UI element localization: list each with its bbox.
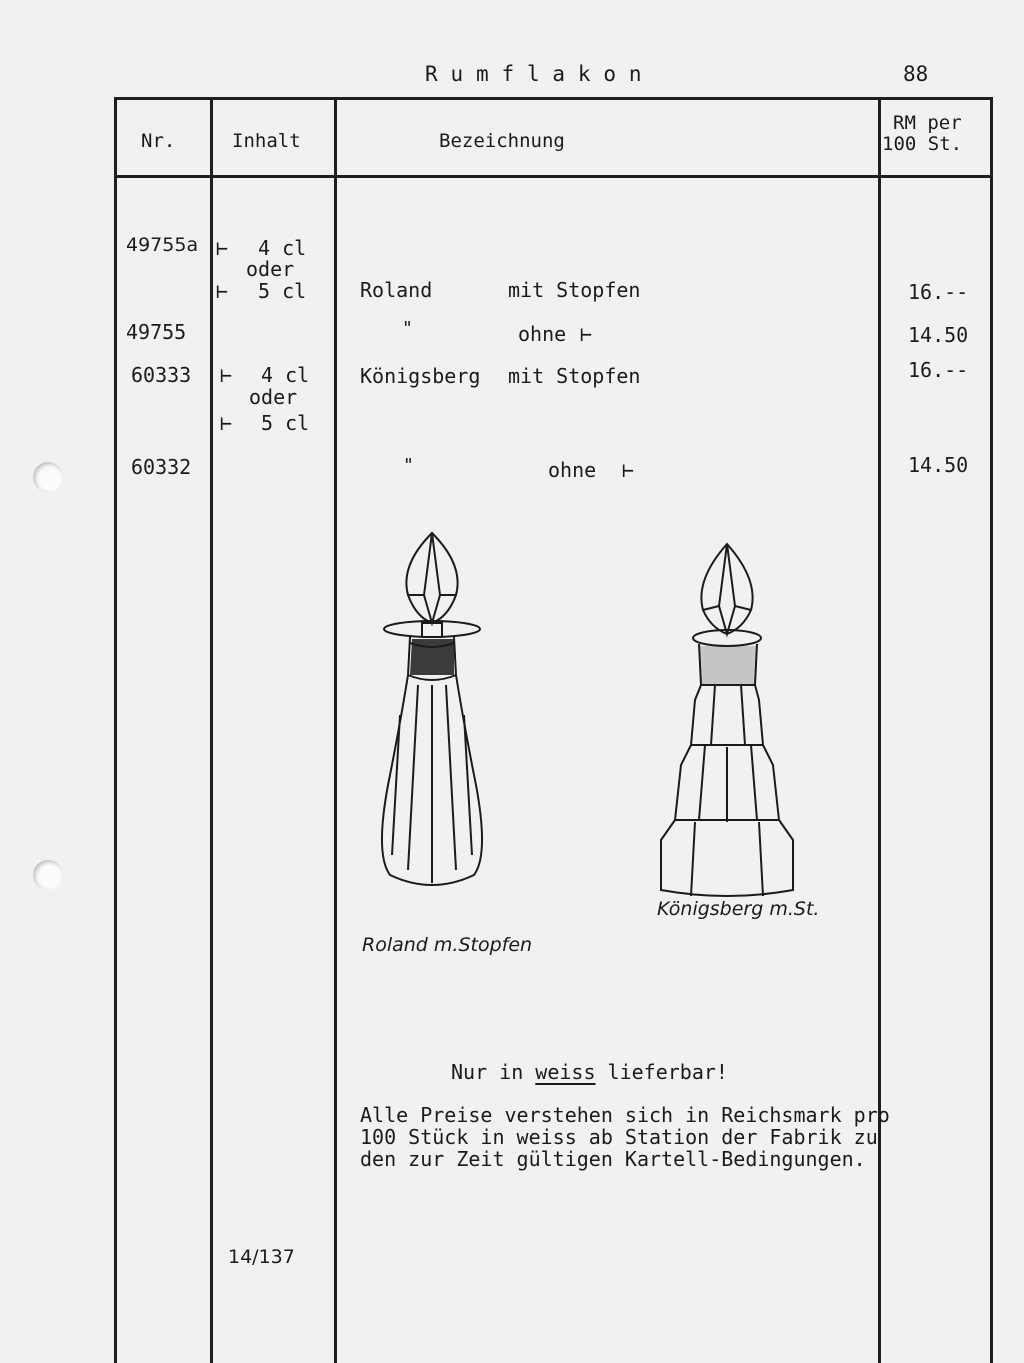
column-rule-nr — [210, 97, 213, 1363]
table-row-3-name: Königsberg — [360, 364, 481, 388]
column-rule-bezeichnung — [878, 97, 881, 1363]
table-row-3-desc: mit Stopfen — [508, 364, 641, 388]
header-bottom-rule — [114, 175, 992, 178]
table-row-1-nr: 49755a — [126, 234, 199, 256]
availability-prefix: Nur in — [451, 1060, 536, 1084]
header-price-line2: 100 St. — [882, 133, 963, 155]
table-row-1-desc: mit Stopfen — [508, 278, 641, 302]
table-row-2-price: 14.50 — [908, 323, 969, 347]
page-title: R u m f l a k o n — [425, 62, 642, 86]
punch-hole-bottom — [33, 860, 63, 890]
terms-line-3: den zur Zeit gültigen Kartell-Bedingungen. — [360, 1147, 866, 1171]
table-row-3-inhalt-1: 4 cl — [261, 363, 310, 387]
footer-reference: 14/137 — [228, 1246, 295, 1268]
table-row-2-nr: 49755 — [126, 320, 187, 344]
table-row-4-price: 14.50 — [908, 453, 969, 477]
table-row-4-dash: ⊢ — [622, 458, 635, 482]
table-row-1-name: Roland — [360, 278, 433, 302]
table-row-1-price: 16.-- — [908, 280, 969, 304]
terms-line-2: 100 Stück in weiss ab Station der Fabrik zu — [360, 1125, 878, 1149]
table-row-4-desc: ohne — [548, 458, 597, 482]
table-row-1-dash-1: ⊢ — [216, 236, 229, 260]
table-row-4-ditto: " — [403, 455, 414, 476]
table-row-3-nr: 60333 — [131, 363, 192, 387]
terms-line-1: Alle Preise verstehen sich in Reichsmark pro — [360, 1103, 890, 1127]
roland-flask-illustration — [370, 525, 520, 895]
table-row-1-inhalt-2: 5 cl — [258, 279, 307, 303]
table-row-3-inhalt-or: oder — [249, 385, 298, 409]
table-row-2-dash: ⊢ — [580, 322, 593, 346]
table-top-rule — [114, 97, 992, 100]
table-row-3-inhalt-2: 5 cl — [261, 411, 310, 435]
header-price-line1: RM per — [893, 112, 962, 134]
header-bezeichnung: Bezeichnung — [439, 130, 565, 152]
table-row-1-inhalt-1: 4 cl — [258, 236, 307, 260]
table-row-1-inhalt-or: oder — [246, 257, 295, 281]
column-rule-inhalt — [334, 97, 337, 1363]
availability-note — [451, 1060, 728, 1084]
table-row-3-dash-2: ⊢ — [220, 411, 233, 435]
table-row-4-nr: 60332 — [131, 455, 192, 479]
header-inhalt: Inhalt — [232, 130, 301, 152]
table-row-2-ditto: " — [402, 318, 413, 339]
table-row-2-desc: ohne — [518, 322, 567, 346]
table-row-1-dash-2: ⊢ — [216, 279, 229, 303]
column-rule-right — [990, 97, 993, 1363]
availability-suffix: lieferbar! — [595, 1060, 728, 1084]
roland-caption: Roland m.Stopfen — [362, 934, 533, 956]
header-nr: Nr. — [141, 130, 176, 152]
table-row-3-price: 16.-- — [908, 358, 969, 382]
page-number: 88 — [903, 62, 929, 86]
koenigsberg-caption: Königsberg m.St. — [657, 898, 820, 920]
punch-hole-top — [33, 462, 63, 492]
availability-word: weiss — [535, 1060, 596, 1084]
koenigsberg-flask-illustration — [655, 540, 805, 900]
column-rule-left — [114, 97, 117, 1363]
table-row-3-dash-1: ⊢ — [220, 363, 233, 387]
